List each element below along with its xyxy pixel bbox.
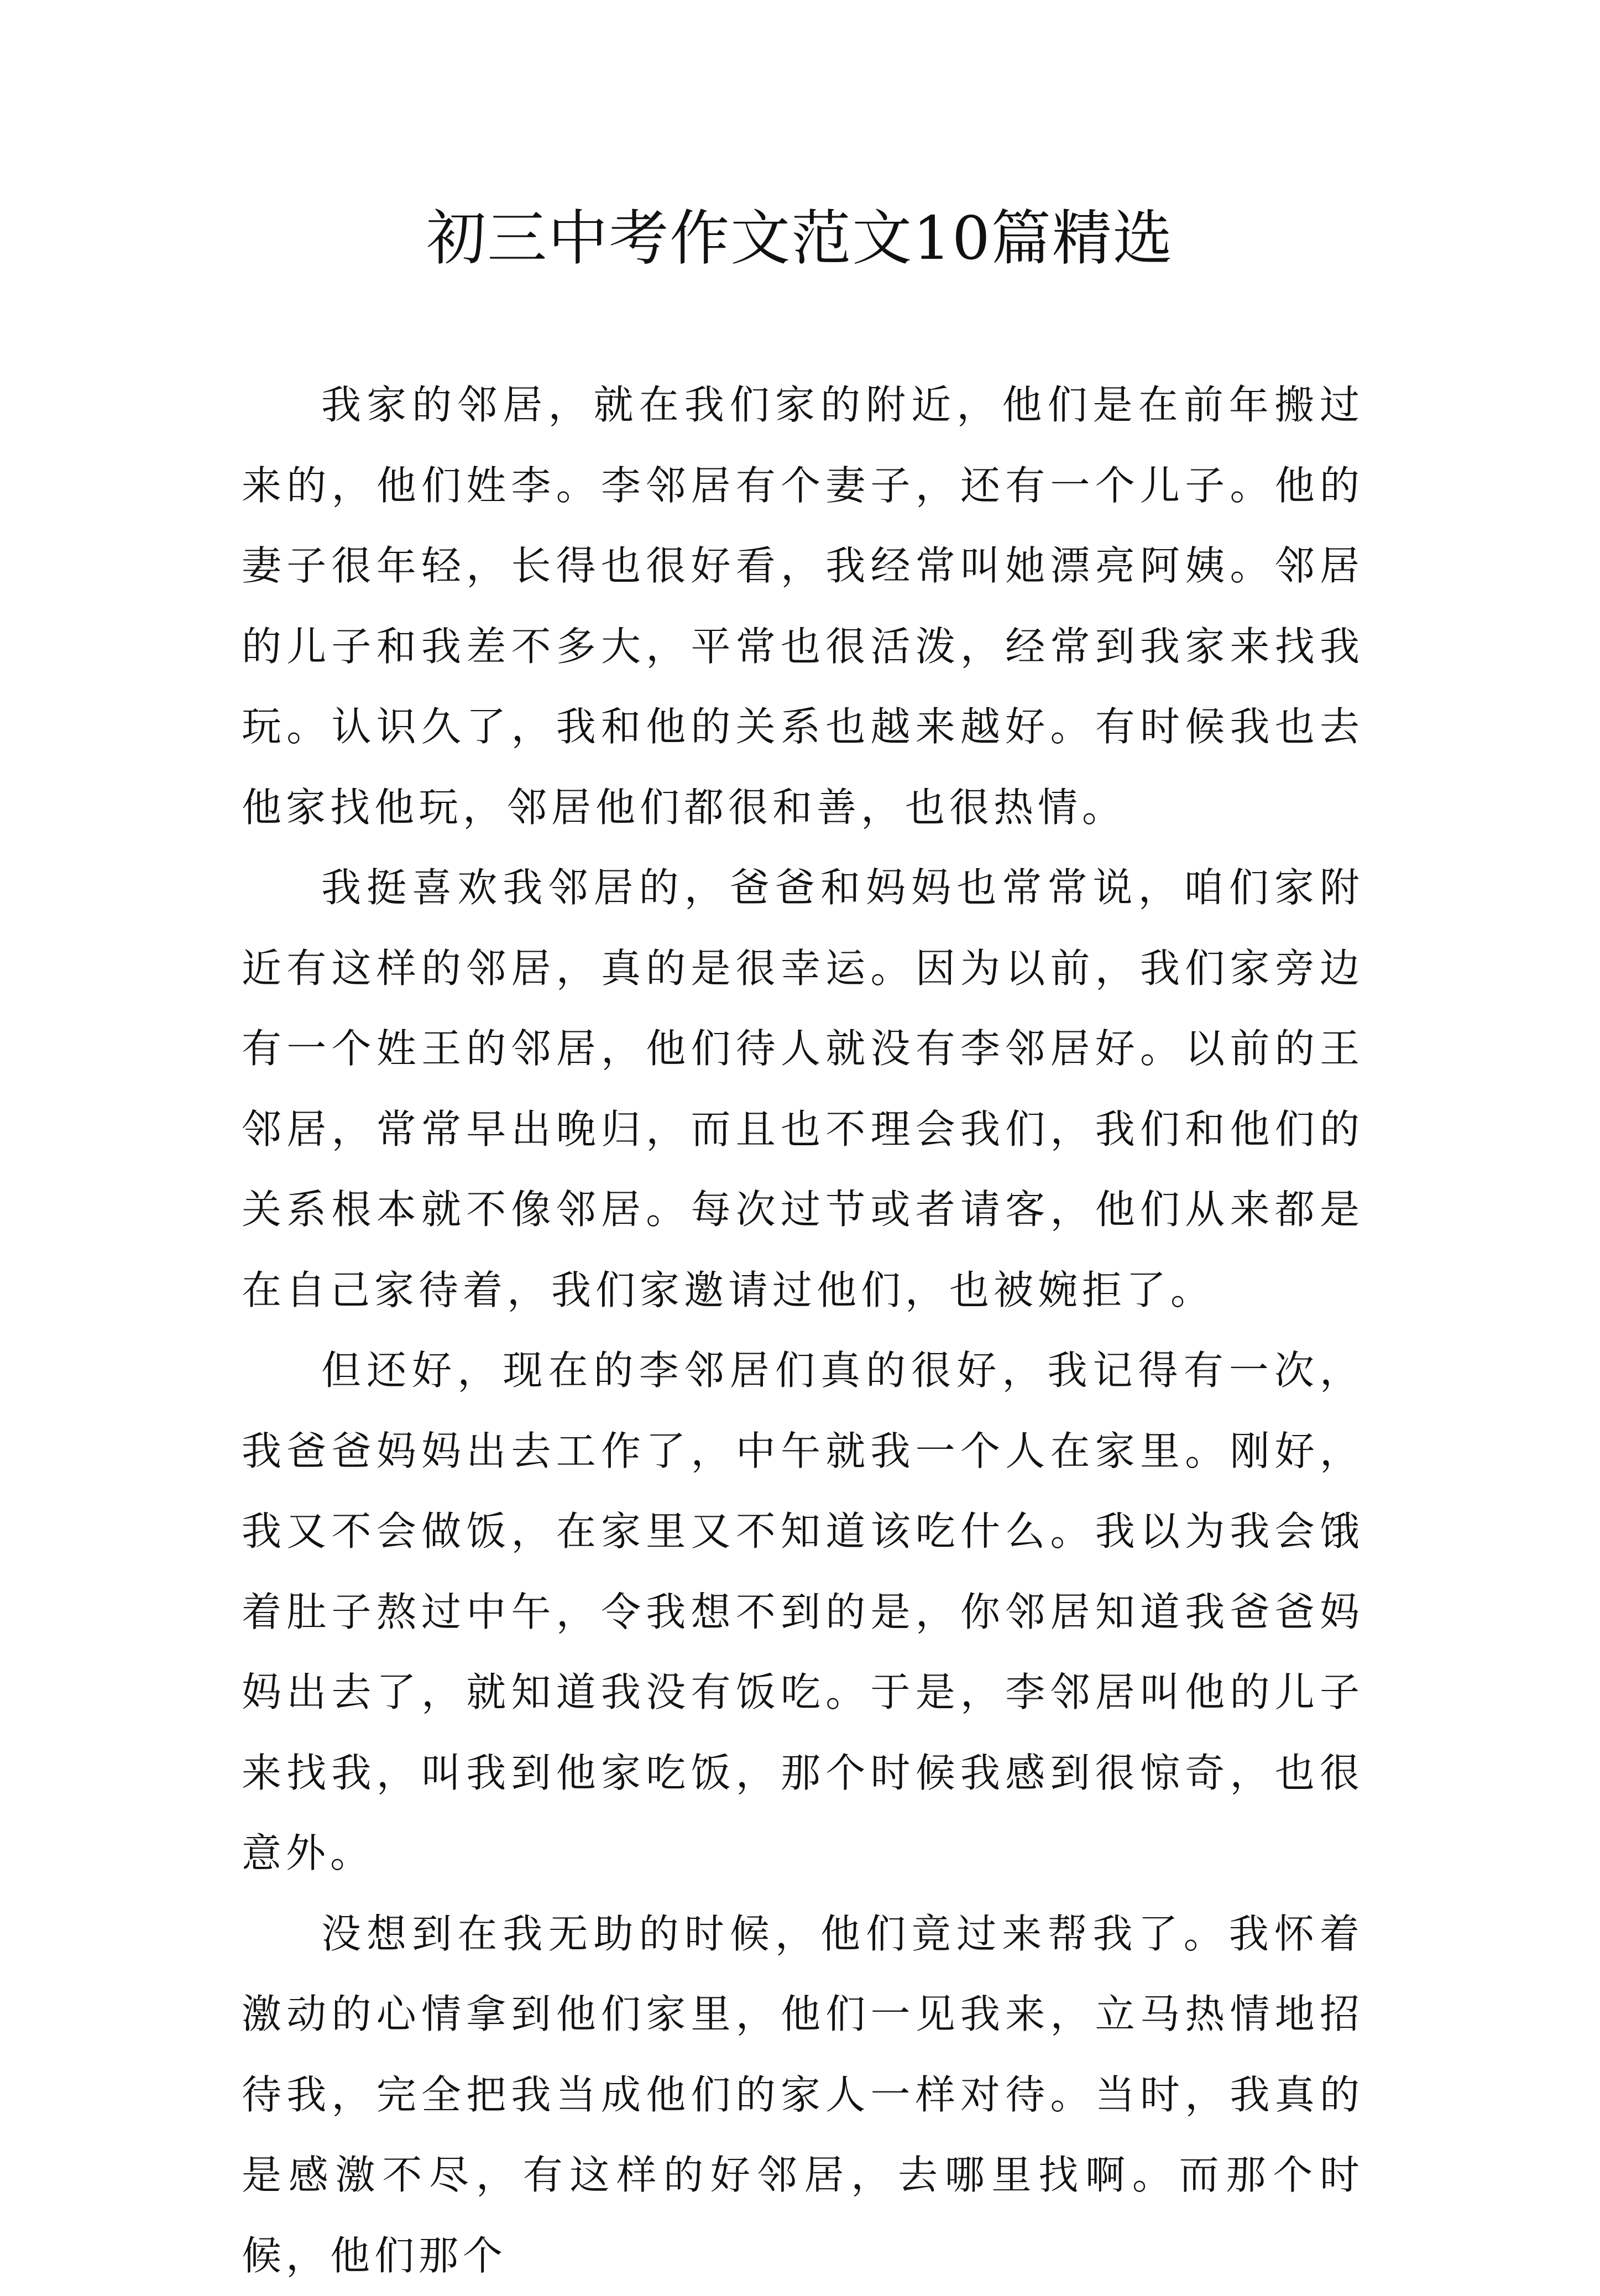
document-body (242, 365, 1364, 2296)
paragraph: 我挺喜欢我邻居的，爸爸和妈妈也常常说，咱们家附近有这样的邻居，真的是很幸运。因为以前，我们家旁边有一个姓王的邻居，他们待人就没有李邻居好。以前的王邻居，常常早出晚归，而且也不理会我们，我们和他们的关系根本就不像邻居。每次过节或者请客，他们从来都是在自己家待着，我们家邀请过他们，也被婉拒了。 (242, 848, 1364, 1330)
paragraph: 但还好，现在的李邻居们真的很好，我记得有一次，我爸爸妈妈出去工作了，中午就我一个人在家里。刚好，我又不会做饭，在家里又不知道该吃什么。我以为我会饿着肚子熬过中午，令我想不到的是，你邻居知道我爸爸妈妈出去了，就知道我没有饭吃。于是，李邻居叫他的儿子来找我，叫我到他家吃饭，那个时候我感到很惊奇，也很意外。 (242, 1330, 1364, 1894)
paragraph: 没想到在我无助的时候，他们竟过来帮我了。我怀着激动的心情拿到他们家里，他们一见我来，立马热情地招待我，完全把我当成他们的家人一样对待。当时，我真的是感激不尽，有这样的好邻居，去哪里找啊。而那个时候，他们那个 (242, 1894, 1364, 2296)
document-title: 初三中考作文范文10篇精选 (0, 200, 1600, 278)
paragraph: 我家的邻居，就在我们家的附近，他们是在前年搬过来的，他们姓李。李邻居有个妻子，还有一个儿子。他的妻子很年轻，长得也很好看，我经常叫她漂亮阿姨。邻居的儿子和我差不多大，平常也很活泼，经常到我家来找我玩。认识久了，我和他的关系也越来越好。有时候我也去他家找他玩，邻居他们都很和善，也很热情。 (242, 365, 1364, 848)
